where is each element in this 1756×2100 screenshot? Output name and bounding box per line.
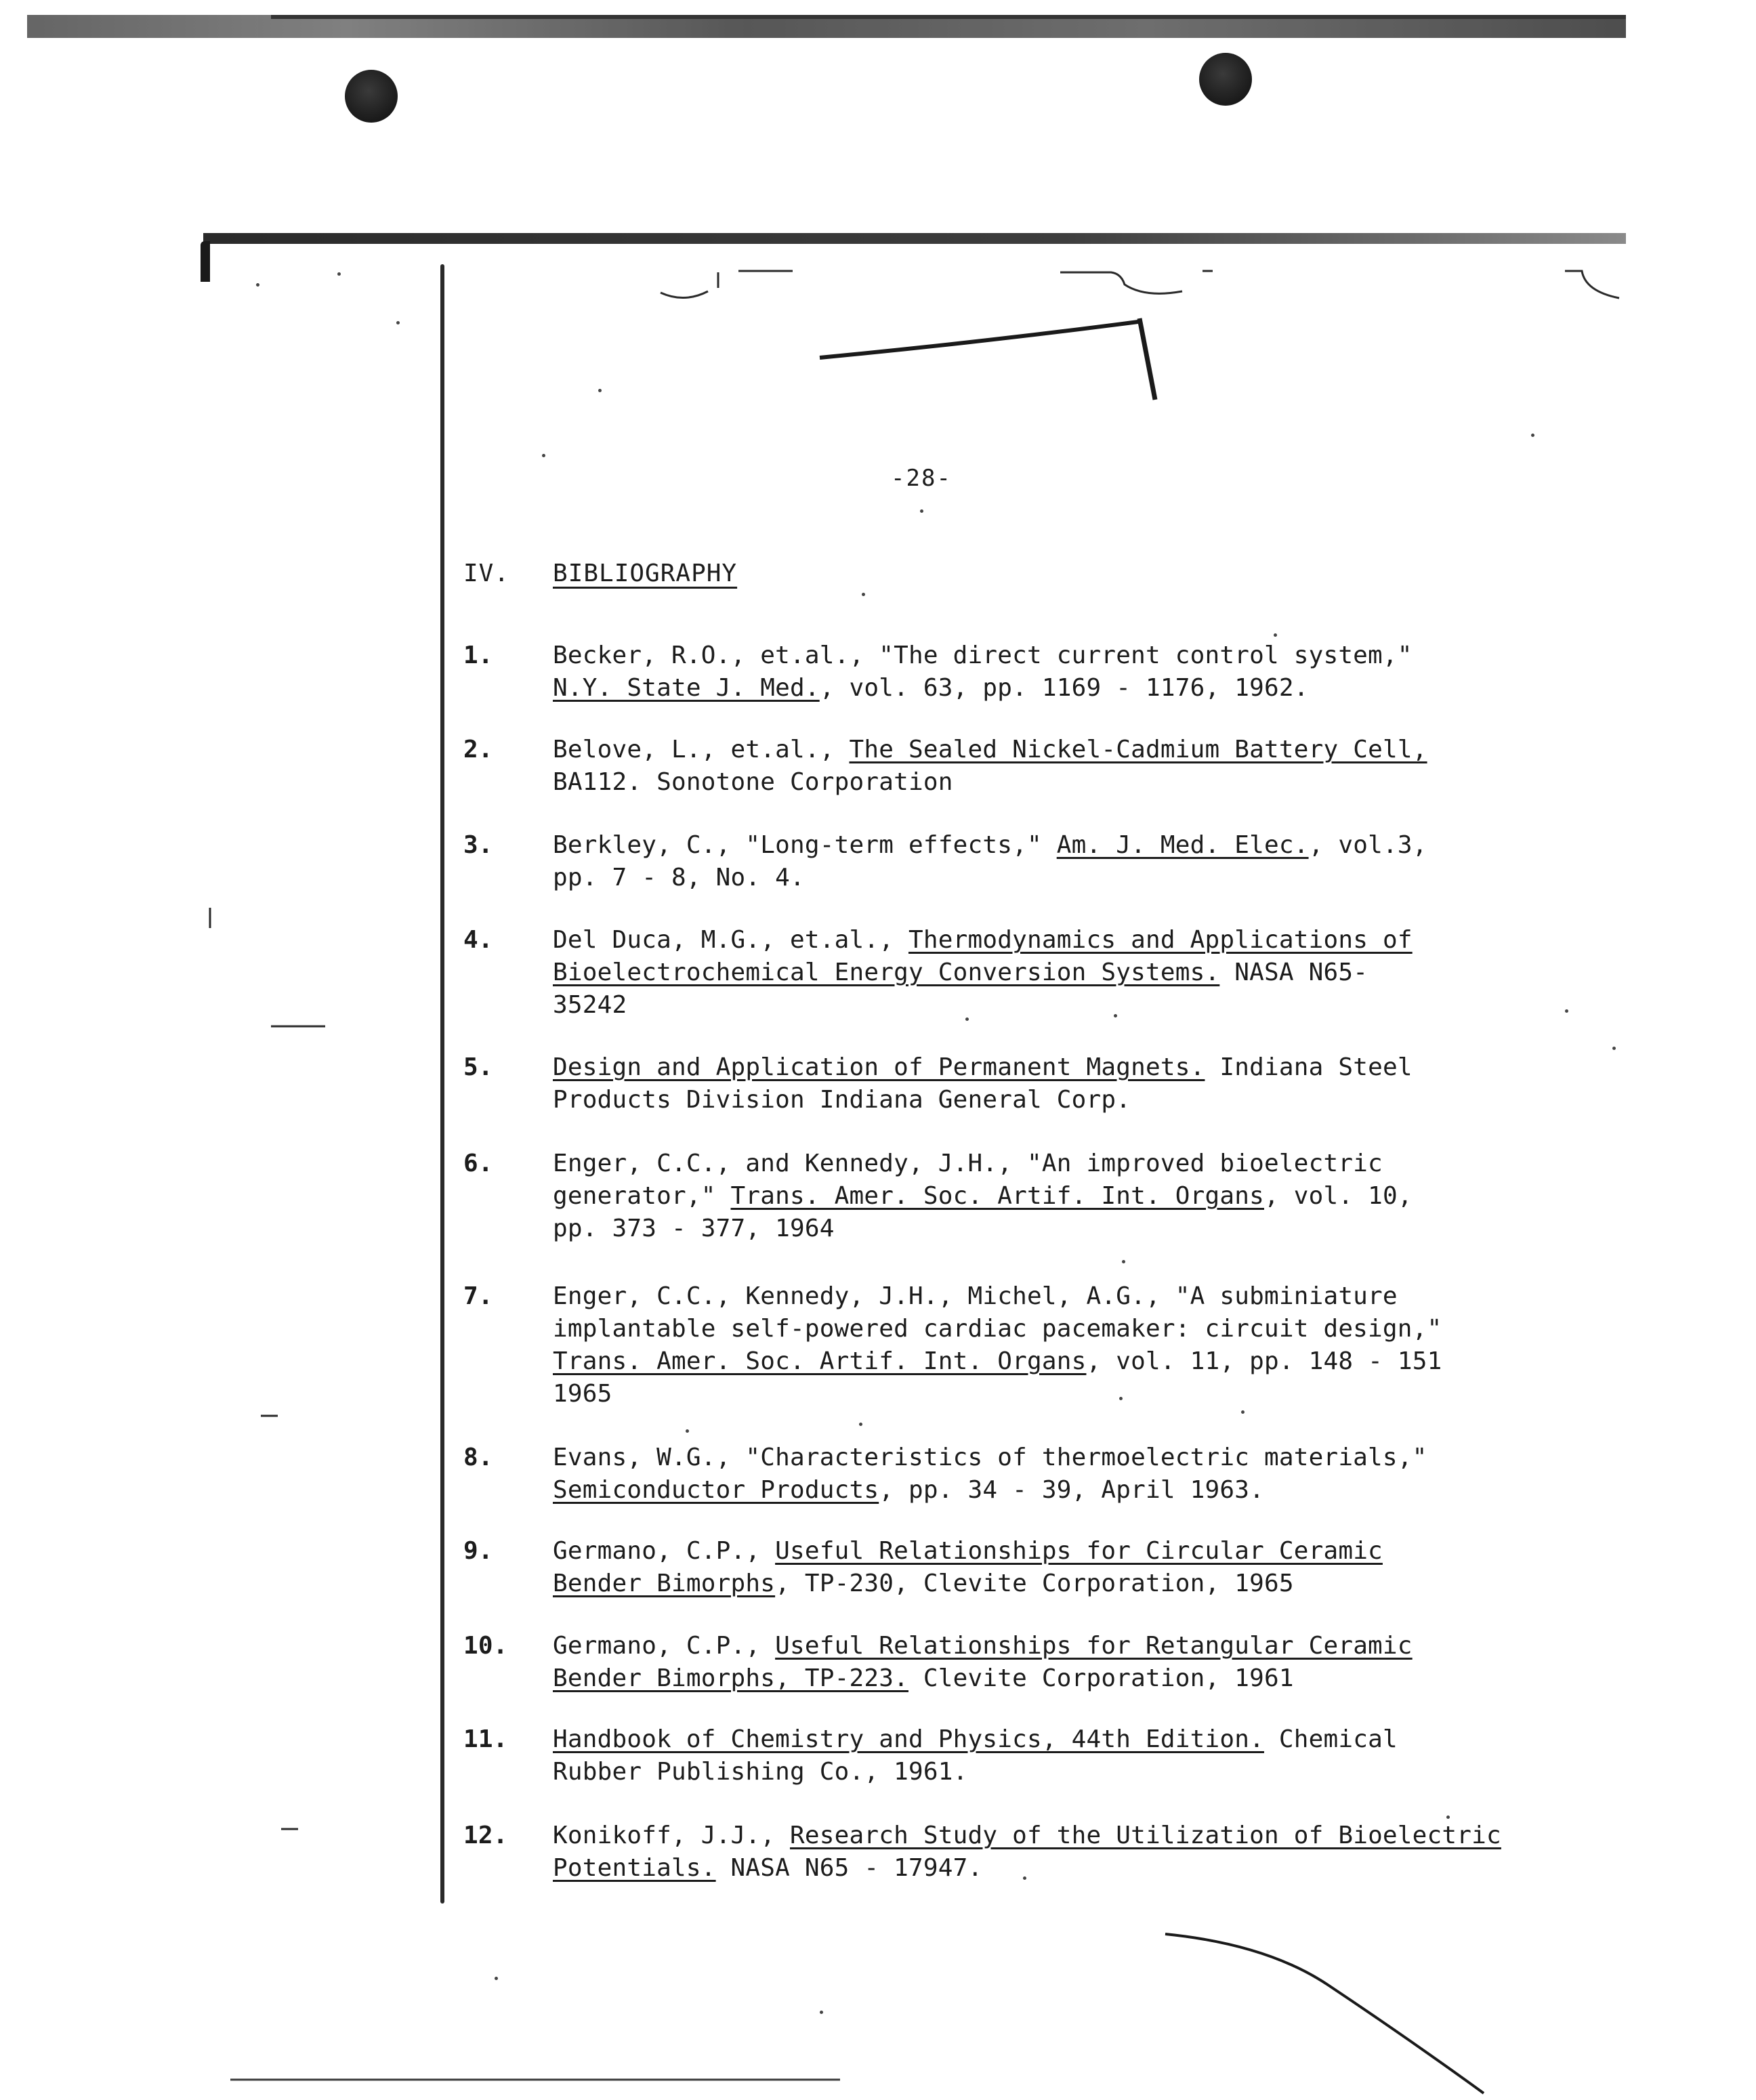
entry-line — [553, 1213, 1494, 1245]
citation-text: , pp. 34 - 39, April 1963. — [879, 1476, 1264, 1504]
underlined-title: Research Study of the Utilization of Bioelectric — [789, 1822, 1501, 1849]
entry-number: 6. — [463, 1150, 493, 1177]
citation-text: Products Division Indiana General Corp. — [553, 1086, 1131, 1114]
citation-text: Becker, R.O., et.al., "The direct current control system," — [553, 642, 1413, 669]
entry-text — [553, 1630, 1494, 1695]
entry-line — [553, 1723, 1494, 1756]
entry-number: 1. — [463, 642, 493, 669]
underlined-title: Trans. Amer. Soc. Artif. Int. Organs — [730, 1182, 1264, 1210]
citation-text: pp. 373 - 377, 1964 — [553, 1215, 835, 1242]
section-numeral: IV. — [463, 560, 510, 587]
underlined-title: Bender Bimorphs — [553, 1570, 776, 1597]
margin-line — [440, 264, 444, 1904]
citation-text: Germano, C.P., — [553, 1537, 776, 1565]
citation-text: pp. 7 - 8, No. 4. — [553, 864, 805, 891]
underlined-title: Trans. Amer. Soc. Artif. Int. Organs — [553, 1347, 1087, 1375]
entry-text — [553, 1148, 1494, 1245]
entry-line — [553, 766, 1494, 799]
citation-text: Belove, L., et.al., — [553, 736, 850, 763]
citation-text: implantable self-powered cardiac pacemaker: circuit design," — [553, 1315, 1442, 1343]
entry-line — [553, 639, 1494, 672]
entry-text — [553, 924, 1494, 1022]
entry-text — [553, 1820, 1501, 1885]
entry-number: 5. — [463, 1053, 493, 1081]
citation-text: NASA N65 - 17947. — [715, 1854, 983, 1882]
entry-number: 9. — [463, 1537, 493, 1565]
underlined-title: Bioelectrochemical Energy Conversion Systems. — [553, 959, 1220, 986]
entry-text — [553, 1442, 1494, 1507]
underlined-title: N.Y. State J. Med. — [553, 674, 820, 702]
entry-line — [553, 1051, 1494, 1084]
citation-text: Clevite Corporation, 1961 — [908, 1664, 1294, 1692]
citation-text: Evans, W.G., "Characteristics of thermoelectric materials," — [553, 1444, 1427, 1471]
entry-number: 2. — [463, 736, 493, 763]
entry-number: 10. — [463, 1632, 508, 1660]
citation-text: , vol. 10, — [1263, 1182, 1413, 1210]
entry-number: 12. — [463, 1822, 508, 1849]
citation-text: 35242 — [553, 991, 627, 1019]
entry-line — [553, 924, 1494, 957]
citation-text: Berkley, C., "Long-term effects," — [553, 831, 1057, 859]
entry-line — [553, 1852, 1494, 1885]
entry-line — [553, 829, 1494, 862]
underlined-title: Useful Relationships for Retangular Ceramic — [775, 1632, 1413, 1660]
citation-text: , vol.3, — [1308, 831, 1427, 859]
entry-number: 4. — [463, 926, 493, 954]
citation-text: , vol. 63, pp. 1169 - 1176, 1962. — [819, 674, 1309, 702]
citation-text: NASA N65- — [1219, 959, 1368, 986]
entry-line — [553, 672, 1494, 705]
entry-line — [553, 957, 1494, 989]
entry-text — [553, 639, 1494, 705]
punch-hole-left — [345, 70, 398, 123]
underlined-title: The Sealed Nickel-Cadmium Battery Cell, — [849, 736, 1427, 763]
entry-line — [553, 989, 1494, 1022]
entry-line — [553, 1474, 1494, 1507]
entry-line — [553, 1568, 1494, 1600]
entry-number: 8. — [463, 1444, 493, 1471]
citation-text: , TP-230, Clevite Corporation, 1965 — [775, 1570, 1294, 1597]
entry-text — [553, 1535, 1494, 1600]
entry-text — [553, 1723, 1494, 1788]
underlined-title: Design and Application of Permanent Magnets. — [553, 1053, 1205, 1081]
underlined-title: Thermodynamics and Applications of — [908, 926, 1413, 954]
citation-text: Konikoff, J.J., — [553, 1822, 790, 1849]
entry-line — [553, 1662, 1494, 1695]
section-title: BIBLIOGRAPHY — [553, 560, 738, 587]
citation-text: Chemical — [1263, 1725, 1398, 1753]
underlined-title: Semiconductor Products — [553, 1476, 879, 1504]
entry-line — [553, 1535, 1494, 1568]
entry-line — [553, 1148, 1494, 1180]
underlined-title: Handbook of Chemistry and Physics, 44th Edition. — [553, 1725, 1264, 1753]
underlined-title: Potentials. — [553, 1854, 716, 1882]
entry-line — [553, 1084, 1494, 1116]
underlined-title: Useful Relationships for Circular Ceramic — [775, 1537, 1383, 1565]
punch-hole-right — [1199, 53, 1252, 106]
citation-text: Indiana Steel — [1205, 1053, 1413, 1081]
citation-text: Enger, C.C., Kennedy, J.H., Michel, A.G., "A subminiature — [553, 1282, 1398, 1310]
underlined-title: Am. J. Med. Elec. — [1056, 831, 1309, 859]
scan-edge-artifact — [27, 15, 1626, 38]
citation-text: generator," — [553, 1182, 731, 1210]
entry-line — [553, 1180, 1494, 1213]
entry-line — [553, 1345, 1494, 1378]
citation-text: Enger, C.C., and Kennedy, J.H., "An improved bioelectric — [553, 1150, 1383, 1177]
page-number: -28- — [891, 465, 952, 492]
entry-line — [553, 1442, 1494, 1474]
citation-text: Rubber Publishing Co., 1961. — [553, 1758, 968, 1786]
page-top-edge — [203, 233, 1626, 244]
entry-line — [553, 1756, 1494, 1788]
entry-number: 11. — [463, 1725, 508, 1753]
entry-line — [553, 1378, 1494, 1410]
entry-line — [553, 1820, 1501, 1852]
page-corner — [201, 241, 210, 282]
entry-line — [553, 862, 1494, 894]
entry-number: 3. — [463, 831, 493, 859]
entry-text — [553, 1280, 1494, 1410]
citation-text: , vol. 11, pp. 148 - 151 — [1086, 1347, 1442, 1375]
citation-text: Germano, C.P., — [553, 1632, 776, 1660]
entry-line — [553, 1313, 1494, 1345]
citation-text: 1965 — [553, 1380, 612, 1408]
citation-text: Del Duca, M.G., et.al., — [553, 926, 908, 954]
entry-line — [553, 734, 1494, 766]
entry-text — [553, 829, 1494, 894]
entry-line — [553, 1630, 1494, 1662]
entry-line — [553, 1280, 1494, 1313]
entry-text — [553, 734, 1494, 799]
entry-text — [553, 1051, 1494, 1116]
underlined-title: Bender Bimorphs, TP-223. — [553, 1664, 908, 1692]
citation-text: BA112. Sonotone Corporation — [553, 768, 953, 796]
entry-number: 7. — [463, 1282, 493, 1310]
